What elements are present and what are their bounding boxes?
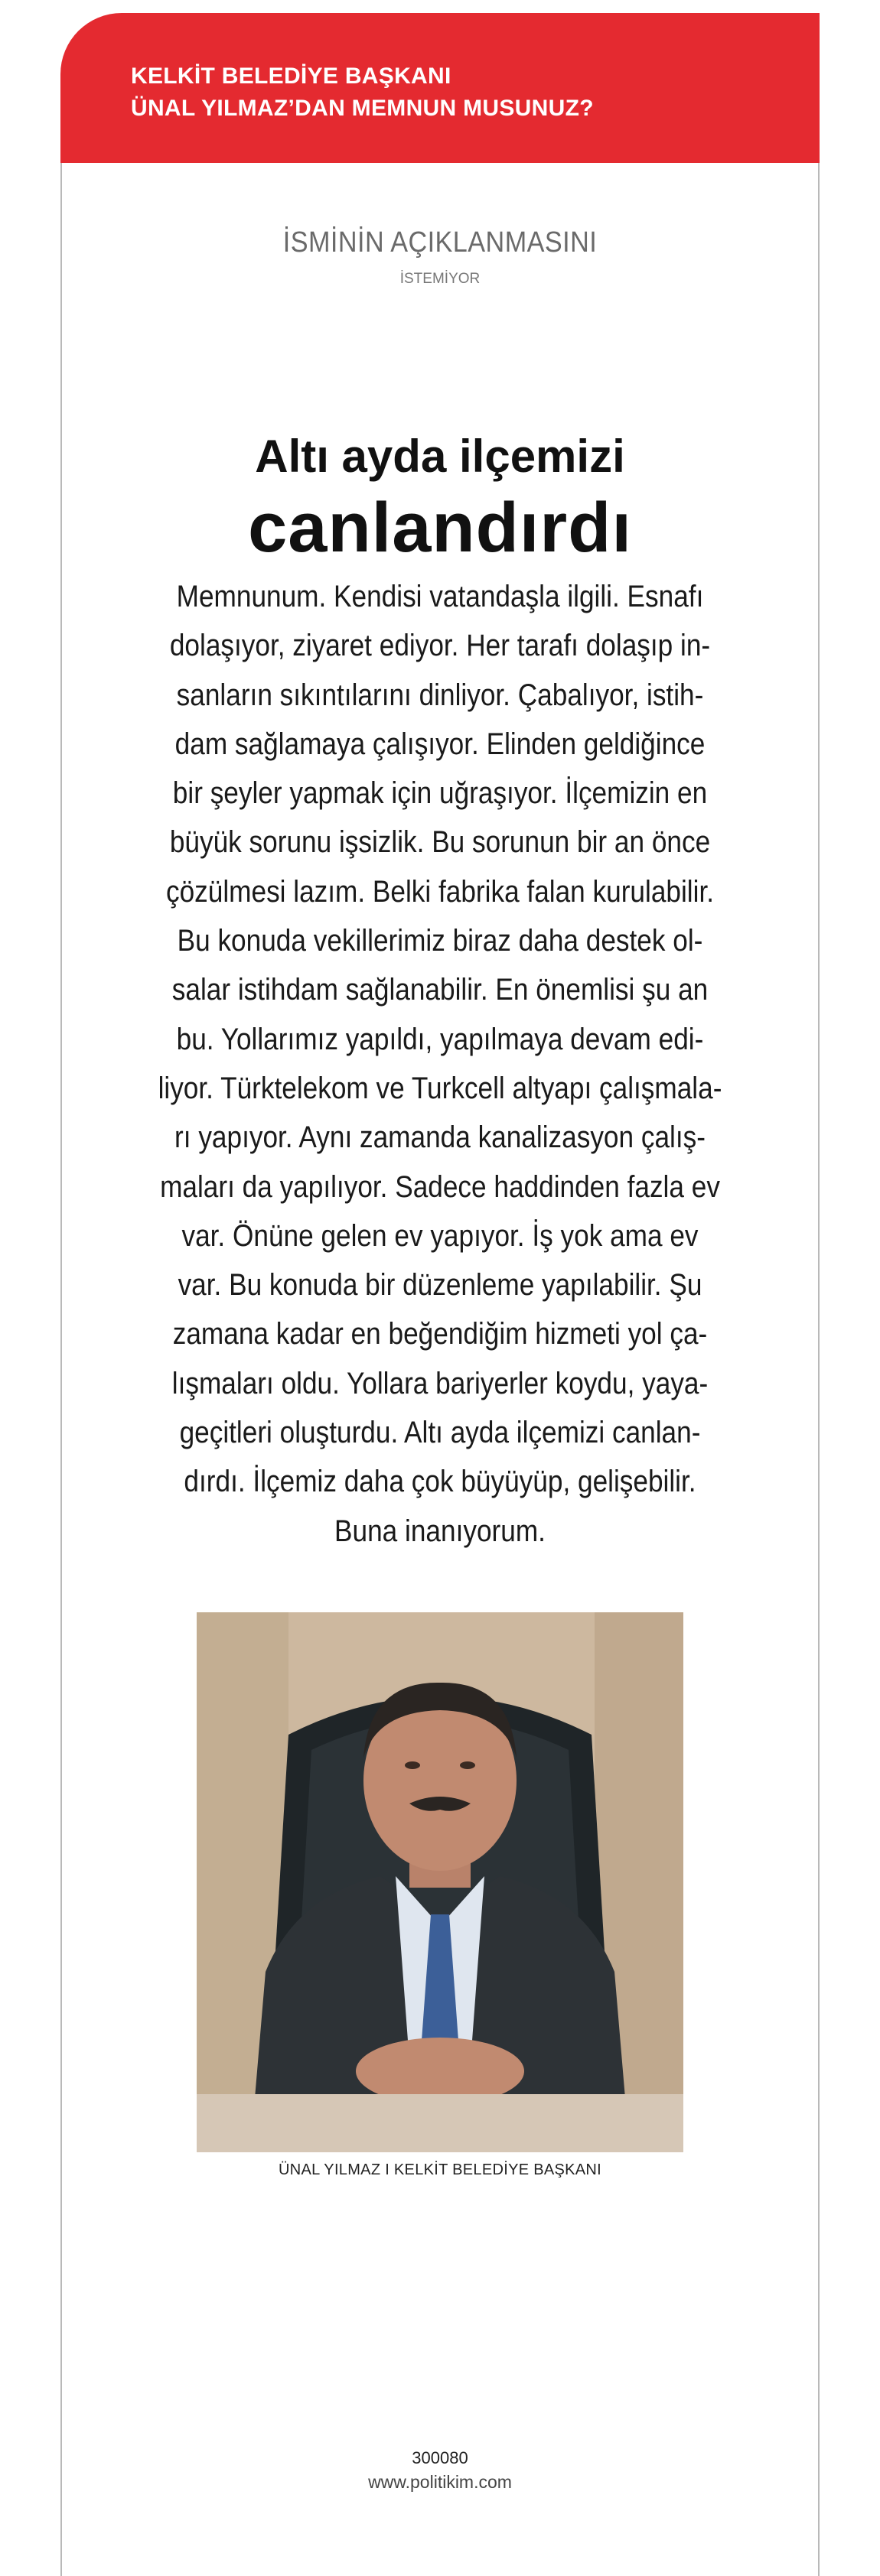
body-line: zamana kadar en beğendiğim hizmeti yol ça- [172,1317,708,1351]
website-link[interactable]: www.politikim.com [368,2472,512,2492]
body-line: Buna inanıyorum. [334,1514,546,1548]
interviewee-sublabel: İSTEMİYOR [399,271,481,287]
body-line: liyor. Türktelekom ve Turkcell altyapı çalışmala- [158,1071,722,1105]
page-code: 300080 [412,2448,468,2467]
body-line: büyük sorunu işsizlik. Bu sorunun bir an önce [169,825,711,860]
body-line: bu. Yollarımız yapıldı, yapılmaya devam edi- [176,1022,704,1056]
body-line: dolaşıyor, ziyaret ediyor. Her tarafı dolaşıp in- [169,629,711,663]
body-line: var. Bu konuda bir düzenleme yapılabilir. Şu [178,1268,702,1303]
body-line: sanların sıkıntılarını dinliyor. Çabalıyor, istih- [176,678,704,712]
headline-line-2: canlandırdı [248,489,632,567]
headline-line-1: Altı ayda ilçemizi [255,431,625,482]
article-body [0,572,880,1556]
body-line: çözülmesi lazım. Belki fabrika falan kurulabilir. [165,874,715,909]
photo-caption: ÜNAL YILMAZ I KELKİT BELEDİYE BAŞKANI [279,2161,601,2178]
body-line: Bu konuda vekillerimiz biraz daha destek ol- [177,924,703,958]
body-line: rı yapıyor. Aynı zamanda kanalizasyon çalış- [174,1120,706,1155]
header-banner [60,13,820,163]
body-line: salar istihdam sağlanabilir. En önemlisi şu an [171,973,709,1007]
portrait-photo [197,1612,683,2152]
banner-title-line-2: ÜNAL YILMAZ’DAN MEMNUN MUSUNUZ? [131,96,594,121]
banner-title-line-1: KELKİT BELEDİYE BAŞKANI [131,63,451,89]
interviewee-label: İSMİNİN AÇIKLANMASINI [282,226,598,259]
body-line: Memnunum. Kendisi vatandaşla ilgili. Esnafı [176,580,704,613]
body-line: geçitleri oluşturdu. Altı ayda ilçemizi canlan- [179,1416,701,1450]
body-line: maları da yapılıyor. Sadece haddinden fazla ev [160,1169,720,1204]
body-line: lışmaları oldu. Yollara bariyerler koydu, yaya- [171,1366,709,1400]
body-line: dam sağlamaya çalışıyor. Elinden geldiğince [174,727,706,761]
body-line: var. Önüne gelen ev yapıyor. İş yok ama ev [181,1218,699,1253]
portrait-illustration [197,1612,683,2152]
body-line: dırdı. İlçemiz daha çok büyüyüp, gelişebilir. [184,1465,696,1499]
body-line: bir şeyler yapmak için uğraşıyor. İlçemizin en [172,776,708,811]
